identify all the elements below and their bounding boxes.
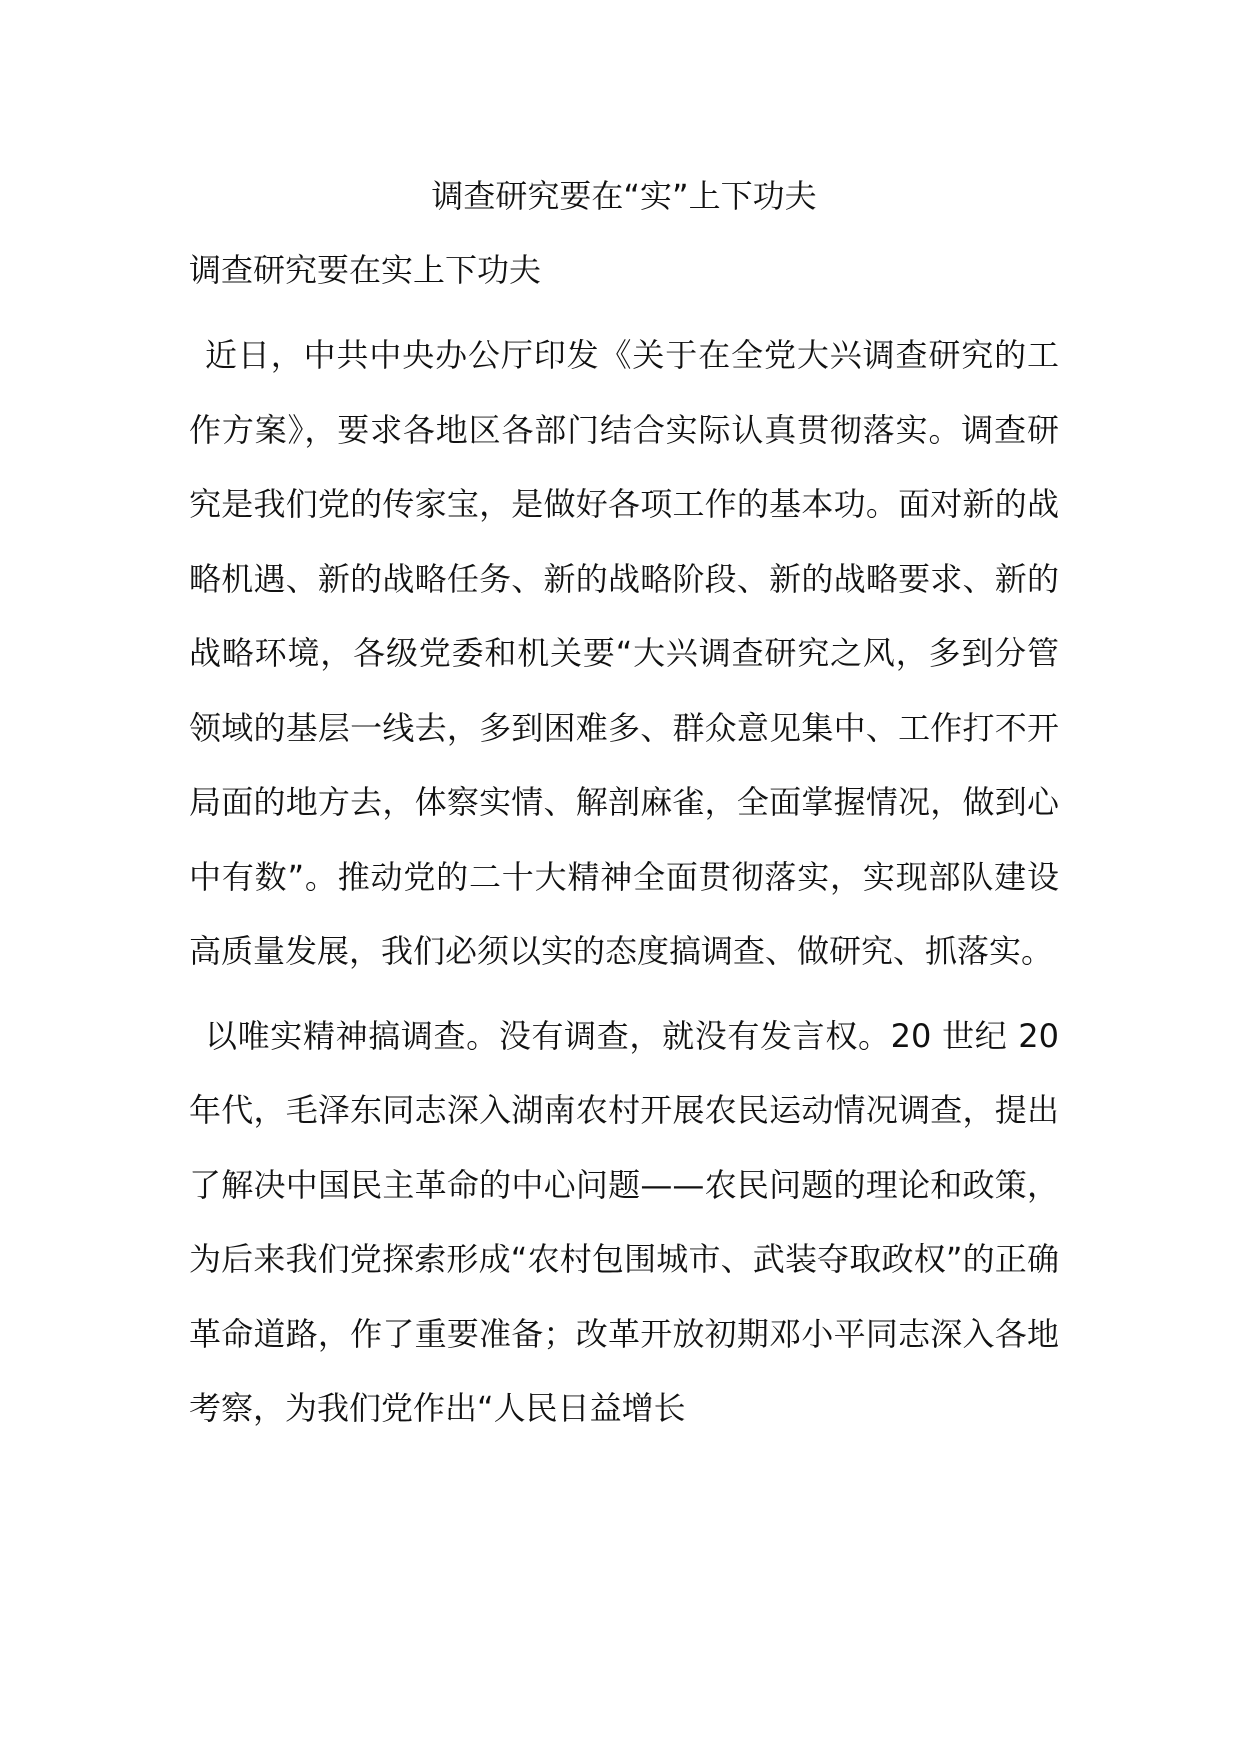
paragraph-2: 以唯实精神搞调查。没有调查，就没有发言权。20 世纪 20 年代，毛泽东同志深入湖南农村开展农民运动情况调查，提出了解决中国民主革命的中心问题——农民问题的理论和政策，为后来我们党探索形成“农村包围城市、武装夺取政权”的正确革命道路，作了重要准备；改革开放初期邓小平同志深入各地考察，为我们党作出“人民日益增长 xyxy=(189,1016,1059,1427)
paragraph-1: 近日，中共中央办公厅印发《关于在全党大兴调查研究的工作方案》，要求各地区各部门结合实际认真贯彻落实。调查研究是我们党的传家宝，是做好各项工作的基本功。面对新的战略机遇、新的战略任务、新的战略阶段、新的战略要求、新的战略环境，各级党委和机关要“大兴调查研究之风，多到分管领域的基层一线去，多到困难多、群众意见集中、工作打不开局面的地方去，体察实情、解剖麻雀，全面掌握情况，做到心中有数”。推动党的二十大精神全面贯彻落实，实现部队建设高质量发展，我们必须以实的态度搞调查、做研究、抓落实。 xyxy=(189,336,1059,970)
document-page xyxy=(189,172,1059,1446)
document-subtitle: 调查研究要在实上下功夫 xyxy=(189,251,542,289)
document-title: 调查研究要在“实”上下功夫 xyxy=(431,177,817,215)
